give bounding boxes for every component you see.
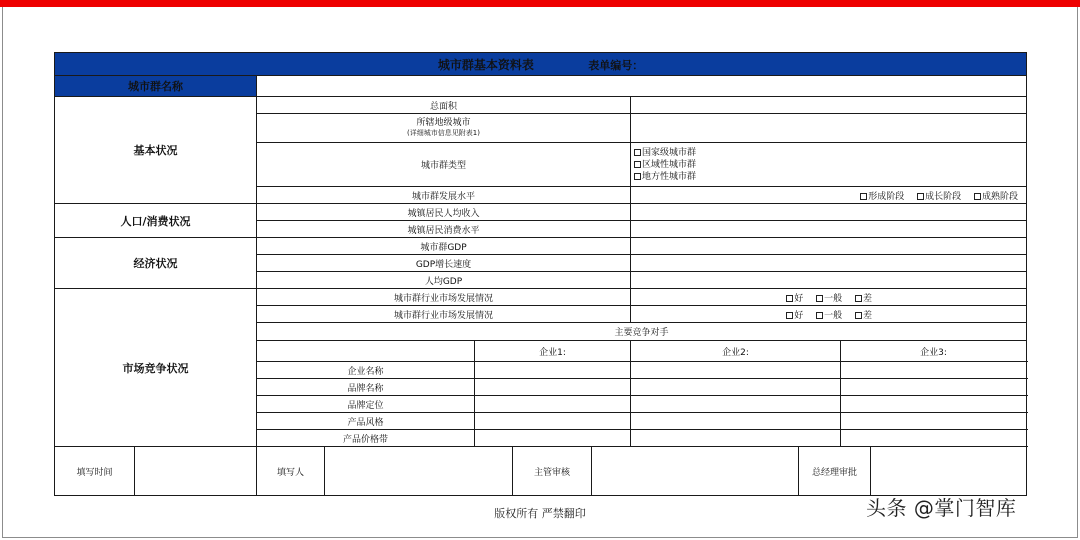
company-2-header: 企业2: bbox=[631, 341, 841, 362]
cell-product-style-1[interactable] bbox=[475, 413, 631, 430]
attr-product-style: 产品风格 bbox=[257, 413, 475, 430]
fill-time-field[interactable] bbox=[135, 447, 257, 496]
row-type-label: 城市群类型 bbox=[257, 143, 631, 187]
attr-company-name: 企业名称 bbox=[257, 362, 475, 379]
rating-1-poor[interactable]: 差 bbox=[855, 294, 872, 304]
cell-price-band-3[interactable] bbox=[841, 430, 1027, 447]
type-option-regional[interactable]: 区域性城市群 bbox=[634, 159, 1023, 171]
row-income-value[interactable] bbox=[631, 204, 1027, 221]
checkbox-icon bbox=[855, 312, 862, 319]
checkbox-icon bbox=[786, 312, 793, 319]
checkbox-icon bbox=[634, 173, 641, 180]
row-consumption-value[interactable] bbox=[631, 221, 1027, 238]
row-gdp-growth-value[interactable] bbox=[631, 255, 1027, 272]
attr-brand-positioning: 品牌定位 bbox=[257, 396, 475, 413]
row-income-label: 城镇居民人均收入 bbox=[257, 204, 631, 221]
company-header-blank bbox=[257, 341, 475, 362]
city-cluster-name-label: 城市群名称 bbox=[55, 76, 257, 97]
title-row bbox=[55, 53, 1027, 76]
cell-price-band-2[interactable] bbox=[631, 430, 841, 447]
row-consumption-label: 城镇居民消费水平 bbox=[257, 221, 631, 238]
row-gdp-label: 城市群GDP bbox=[257, 238, 631, 255]
row-cities-note: (详细城市信息见附表1) bbox=[407, 129, 480, 137]
level-option-forming[interactable]: 形成阶段 bbox=[860, 192, 904, 202]
form-sheet bbox=[54, 52, 1026, 500]
rating-2-good[interactable]: 好 bbox=[786, 311, 803, 321]
watermark: 头条 @掌门智库 bbox=[866, 496, 1017, 520]
checkbox-icon bbox=[786, 295, 793, 302]
row-gdp-growth-label: GDP增长速度 bbox=[257, 255, 631, 272]
rating-2-average[interactable]: 一般 bbox=[816, 311, 842, 321]
type-option-national[interactable]: 国家级城市群 bbox=[634, 147, 1023, 159]
row-gdp-per-capita-label: 人均GDP bbox=[257, 272, 631, 289]
checkbox-icon bbox=[816, 295, 823, 302]
section-market: 市场竞争状况 bbox=[55, 289, 257, 447]
row-cities-label: 所辖地级城市 bbox=[416, 118, 471, 128]
company-3-header: 企业3: bbox=[841, 341, 1027, 362]
filler-field[interactable] bbox=[325, 447, 513, 496]
cell-company-name-3[interactable] bbox=[841, 362, 1027, 379]
row-gdp-per-capita-value[interactable] bbox=[631, 272, 1027, 289]
copyright-notice: 版权所有 严禁翻印 bbox=[494, 507, 586, 520]
gm-field[interactable] bbox=[871, 447, 1027, 496]
checkbox-icon bbox=[855, 295, 862, 302]
checkbox-icon bbox=[634, 149, 641, 156]
form-title: 城市群基本资料表 bbox=[437, 57, 534, 72]
checkbox-icon bbox=[860, 193, 867, 200]
cell-brand-name-3[interactable] bbox=[841, 379, 1027, 396]
cell-brand-positioning-1[interactable] bbox=[475, 396, 631, 413]
city-cluster-form bbox=[54, 52, 1027, 447]
cell-brand-positioning-2[interactable] bbox=[631, 396, 841, 413]
attr-brand-name: 品牌名称 bbox=[257, 379, 475, 396]
row-industry-1-label: 城市群行业市场发展情况 bbox=[257, 289, 631, 306]
row-gdp-value[interactable] bbox=[631, 238, 1027, 255]
cell-price-band-1[interactable] bbox=[475, 430, 631, 447]
rating-2-poor[interactable]: 差 bbox=[855, 311, 872, 321]
cell-product-style-2[interactable] bbox=[631, 413, 841, 430]
row-area-value[interactable] bbox=[631, 97, 1027, 114]
checkbox-icon bbox=[974, 193, 981, 200]
competitors-header: 主要竞争对手 bbox=[257, 323, 1027, 341]
top-red-bar bbox=[0, 0, 1080, 7]
gm-label: 总经理审批 bbox=[799, 447, 871, 496]
checkbox-icon bbox=[917, 193, 924, 200]
cell-company-name-1[interactable] bbox=[475, 362, 631, 379]
attr-price-band: 产品价格带 bbox=[257, 430, 475, 447]
city-cluster-name-field[interactable] bbox=[257, 76, 1027, 97]
form-number-label: 表单编号： bbox=[588, 58, 644, 72]
rating-1-good[interactable]: 好 bbox=[786, 294, 803, 304]
cell-product-style-3[interactable] bbox=[841, 413, 1027, 430]
supervisor-label: 主管审核 bbox=[513, 447, 592, 496]
company-1-header: 企业1: bbox=[475, 341, 631, 362]
cell-brand-positioning-3[interactable] bbox=[841, 396, 1027, 413]
supervisor-field[interactable] bbox=[592, 447, 799, 496]
section-economy: 经济状况 bbox=[55, 238, 257, 289]
cell-company-name-2[interactable] bbox=[631, 362, 841, 379]
rating-1-average[interactable]: 一般 bbox=[816, 294, 842, 304]
filler-label: 填写人 bbox=[257, 447, 325, 496]
section-basic: 基本状况 bbox=[55, 97, 257, 204]
fill-time-label: 填写时间 bbox=[55, 447, 135, 496]
signoff-table bbox=[54, 446, 1027, 496]
name-row bbox=[55, 76, 1027, 97]
section-population: 人口/消费状况 bbox=[55, 204, 257, 238]
row-industry-2-label: 城市群行业市场发展情况 bbox=[257, 306, 631, 323]
cell-brand-name-1[interactable] bbox=[475, 379, 631, 396]
row-area-label: 总面积 bbox=[257, 97, 631, 114]
cell-brand-name-2[interactable] bbox=[631, 379, 841, 396]
level-option-mature[interactable]: 成熟阶段 bbox=[974, 192, 1018, 202]
row-cities-value[interactable] bbox=[631, 114, 1027, 143]
row-level-label: 城市群发展水平 bbox=[257, 187, 631, 204]
type-option-local[interactable]: 地方性城市群 bbox=[634, 171, 1023, 183]
level-option-growing[interactable]: 成长阶段 bbox=[917, 192, 961, 202]
checkbox-icon bbox=[634, 161, 641, 168]
checkbox-icon bbox=[816, 312, 823, 319]
